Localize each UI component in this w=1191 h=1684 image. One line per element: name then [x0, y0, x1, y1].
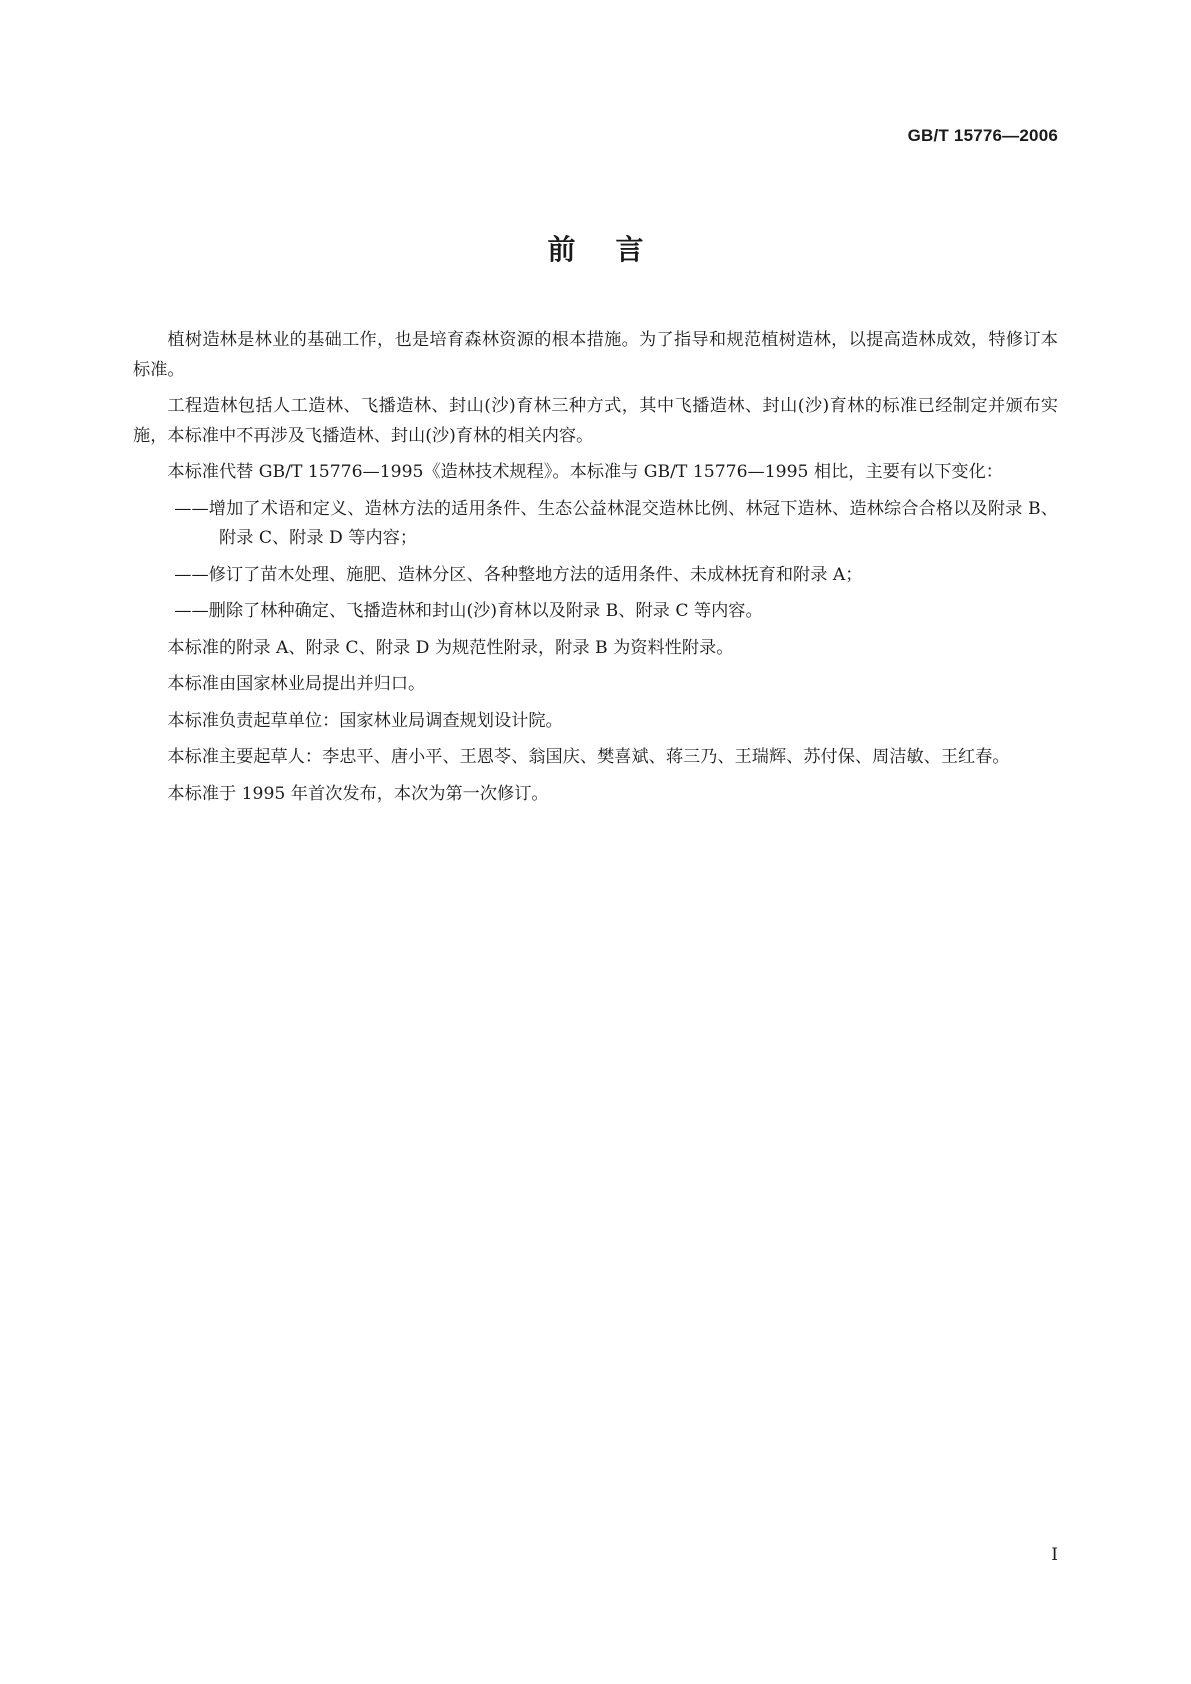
- page-title: 前言: [547, 233, 684, 266]
- paragraph: 本标准的附录 A、附录 C、附录 D 为规范性附录，附录 B 为资料性附录。: [167, 637, 734, 658]
- page-number: I: [1051, 1545, 1058, 1565]
- document-code: GB/T 15776—2006: [907, 126, 1058, 145]
- paragraph: 本标准由国家林业局提出并归口。: [167, 674, 426, 694]
- foreword-body: [133, 326, 1058, 816]
- paragraph: 本标准代替 GB/T 15776—1995《造林技术规程》。本标准与 GB/T 15776—1995 相比，主要有以下变化：: [167, 462, 1003, 482]
- paragraph: 工程造林包括人工造林、飞播造林、封山(沙)育林三种方式，其中飞播造林、封山(沙)育林的标准已经制定并颁布实施，本标准中不再涉及飞播造林、封山(沙)育林的相关内容。: [133, 396, 1058, 446]
- paragraph: 本标准主要起草人：李忠平、唐小平、王恩苓、翁国庆、樊喜斌、蒋三乃、王瑞辉、苏付保、周洁敏、王红春。: [167, 747, 1010, 767]
- change-list-item: ——增加了术语和定义、造林方法的适用条件、生态公益林混交造林比例、林冠下造林、造林综合合格以及附录 B、附录 C、附录 D 等内容；: [174, 498, 1058, 548]
- change-list-item: ——修订了苗木处理、施肥、造林分区、各种整地方法的适用条件、未成林抚育和附录 A；: [174, 564, 863, 585]
- paragraph: 本标准于 1995 年首次发布，本次为第一次修订。: [167, 783, 549, 804]
- paragraph: 本标准负责起草单位：国家林业局调查规划设计院。: [167, 710, 563, 731]
- change-list-item: ——删除了林种确定、飞播造林和封山(沙)育林以及附录 B、附录 C 等内容。: [174, 601, 763, 621]
- paragraph: 植树造林是林业的基础工作，也是培育森林资源的根本措施。为了指导和规范植树造林，以提高造林成效，特修订本标准。: [133, 330, 1058, 380]
